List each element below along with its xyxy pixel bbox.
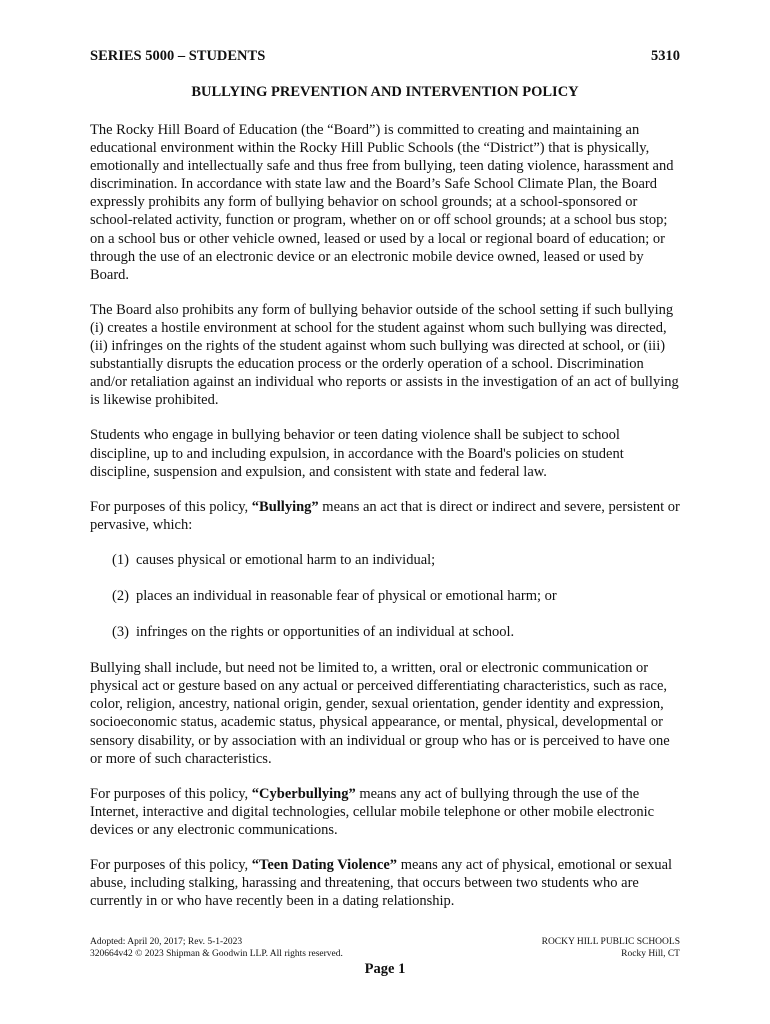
paragraph-outside-school: The Board also prohibits any form of bullying behavior outside of the school setting if such bullying (i) creates a hostile environment at school for the student against whom such bullying was directed, (ii) infringes on the rights of the student against whom such bullying was directed at school, or (iii) substantially disrupts the education process or the orderly operation of a school. Discrimination and/or retaliation against an individual who reports or assists in the investigation of an act of bullying is likewise prohibited.: [90, 301, 679, 409]
list-item: (3) infringes on the rights or opportunities of an individual at school.: [112, 624, 515, 641]
list-item: (1) causes physical or emotional harm to an individual;: [112, 551, 436, 568]
policy-title: BULLYING PREVENTION AND INTERVENTION POLICY: [191, 84, 579, 100]
copyright-notice: 320664v42 © 2023 Shipman & Goodwin LLP. All rights reserved.: [90, 949, 343, 959]
district-location: Rocky Hill, CT: [621, 949, 680, 959]
paragraph-teen-dating-violence: For purposes of this policy, “Teen Dating Violence” means any act of physical, emotional or sexual abuse, including stalking, harassing and threatening, that occurs between two students who are currently in or who have recently been in a dating relationship.: [90, 857, 673, 910]
term-bullying: “Bullying”: [251, 498, 319, 515]
paragraph-cyberbullying: For purposes of this policy, “Cyberbullying” means any act of bullying through the use of the Internet, interactive and digital technologies, cellular mobile telephone or other mobile electronic devices or any electronic communications.: [90, 785, 655, 838]
page-number: Page 1: [364, 961, 406, 977]
paragraph-bullying-includes: Bullying shall include, but need not be limited to, a written, oral or electronic communication or physical act or gesture based on any actual or perceived differentiating characteristics, such as race, color, religion, ancestry, national origin, gender, sexual orientation, gender identity and expression, socioeconomic status, academic status, physical appearance, or mental, physical, developmental or sensory disability, or by association with an individual or group who has or is perceived to have one or more of such characteristics.: [90, 660, 670, 767]
series-label: SERIES 5000 – STUDENTS: [90, 48, 266, 64]
policy-body: [90, 121, 682, 927]
adopted-date: Adopted: April 20, 2017; Rev. 5-1-2023: [90, 937, 243, 947]
page-header: [90, 48, 680, 65]
paragraph-bullying-definition: For purposes of this policy, “Bullying” means an act that is direct or indirect and severe, persistent or pervasive, which:: [90, 498, 680, 533]
term-cyberbullying: “Cyberbullying”: [251, 785, 356, 802]
paragraph-discipline: Students who engage in bullying behavior or teen dating violence shall be subject to school discipline, up to and including expulsion, in accordance with the Board's policies on student discipline, suspension and expulsion, and consistent with state and federal law.: [90, 427, 624, 480]
policy-number: 5310: [651, 48, 680, 64]
list-item: (2) places an individual in reasonable fear of physical or emotional harm; or: [112, 587, 557, 604]
district-name: ROCKY HILL PUBLIC SCHOOLS: [541, 937, 680, 947]
paragraph-board-commitment: The Rocky Hill Board of Education (the “Board”) is committed to creating and maintaining an educational environment within the Rocky Hill Public Schools (the “District”) that is physically, emotionally and intellectually safe and thus free from bullying, teen dating violence, harassment and discrimination. In accordance with state law and the Board’s Safe School Climate Plan, the Board expressly prohibits any form of bullying behavior on school grounds; at a school-sponsored or school-related activity, function or program, whether on or off school grounds; at a school bus stop; on a school bus or other vehicle owned, leased or used by a local or regional board of education; or through the use of an electronic device or an electronic mobile device owned, leased or used by Board.: [90, 122, 674, 283]
term-teen-dating-violence: “Teen Dating Violence”: [251, 857, 398, 873]
